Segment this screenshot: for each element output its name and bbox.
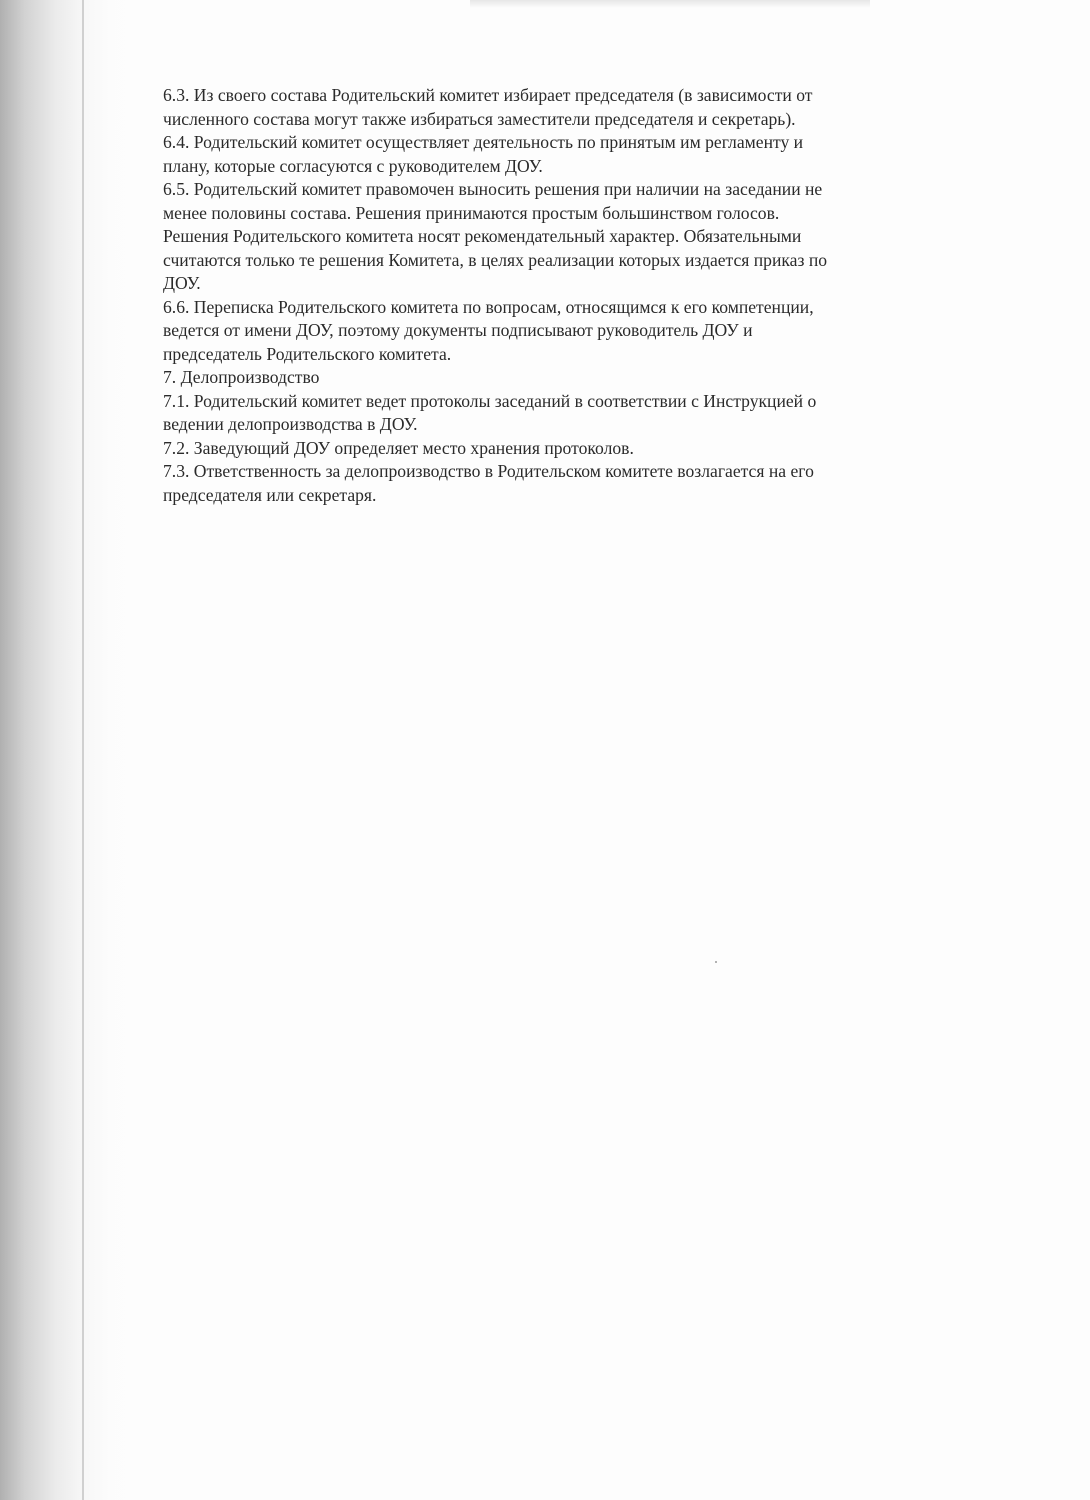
page-fold-line	[82, 0, 84, 1500]
text-line: Решения Родительского комитета носят рекомендательный характер. Обязательными	[163, 226, 802, 246]
text-line: 6.3. Из своего состава Родительский комитет избирает председателя (в зависимости от	[163, 85, 813, 105]
text-line: ДОУ.	[163, 273, 201, 293]
text-line: председателя или секретаря.	[163, 484, 377, 505]
text-line: 6.6. Переписка Родительского комитета по вопросам, относящимся к его компетенции,	[163, 296, 814, 317]
text-line: 7.2. Заведующий ДОУ определяет место хранения протоколов.	[163, 437, 634, 458]
text-line: 7.3. Ответственность за делопроизводство в Родительском комитете возлагается на его	[163, 461, 814, 481]
text-line: председатель Родительского комитета.	[163, 343, 452, 364]
section-heading: 7. Делопроизводство	[163, 367, 320, 387]
text-line: 6.5. Родительский комитет правомочен выносить решения при наличии на заседании не	[163, 179, 823, 199]
text-line: ведении делопроизводства в ДОУ.	[163, 414, 418, 434]
document-body	[163, 84, 963, 507]
text-line: 6.4. Родительский комитет осуществляет деятельность по принятым им регламенту и	[163, 132, 804, 152]
text-line: численного состава могут также избираться заместители председателя и секретарь).	[163, 108, 796, 129]
scan-shadow	[0, 0, 140, 1500]
scan-smudge	[470, 0, 870, 8]
text-line: 7.1. Родительский комитет ведет протоколы заседаний в соответствии с Инструкцией о	[163, 390, 817, 411]
text-line: ведется от имени ДОУ, поэтому документы подписывают руководитель ДОУ и	[163, 320, 753, 340]
text-line: менее половины состава. Решения принимаются простым большинством голосов.	[163, 202, 780, 223]
dust-speck	[715, 961, 717, 963]
text-line: считаются только те решения Комитета, в целях реализации которых издается приказ по	[163, 249, 828, 270]
text-line: плану, которые согласуются с руководителем ДОУ.	[163, 155, 543, 176]
